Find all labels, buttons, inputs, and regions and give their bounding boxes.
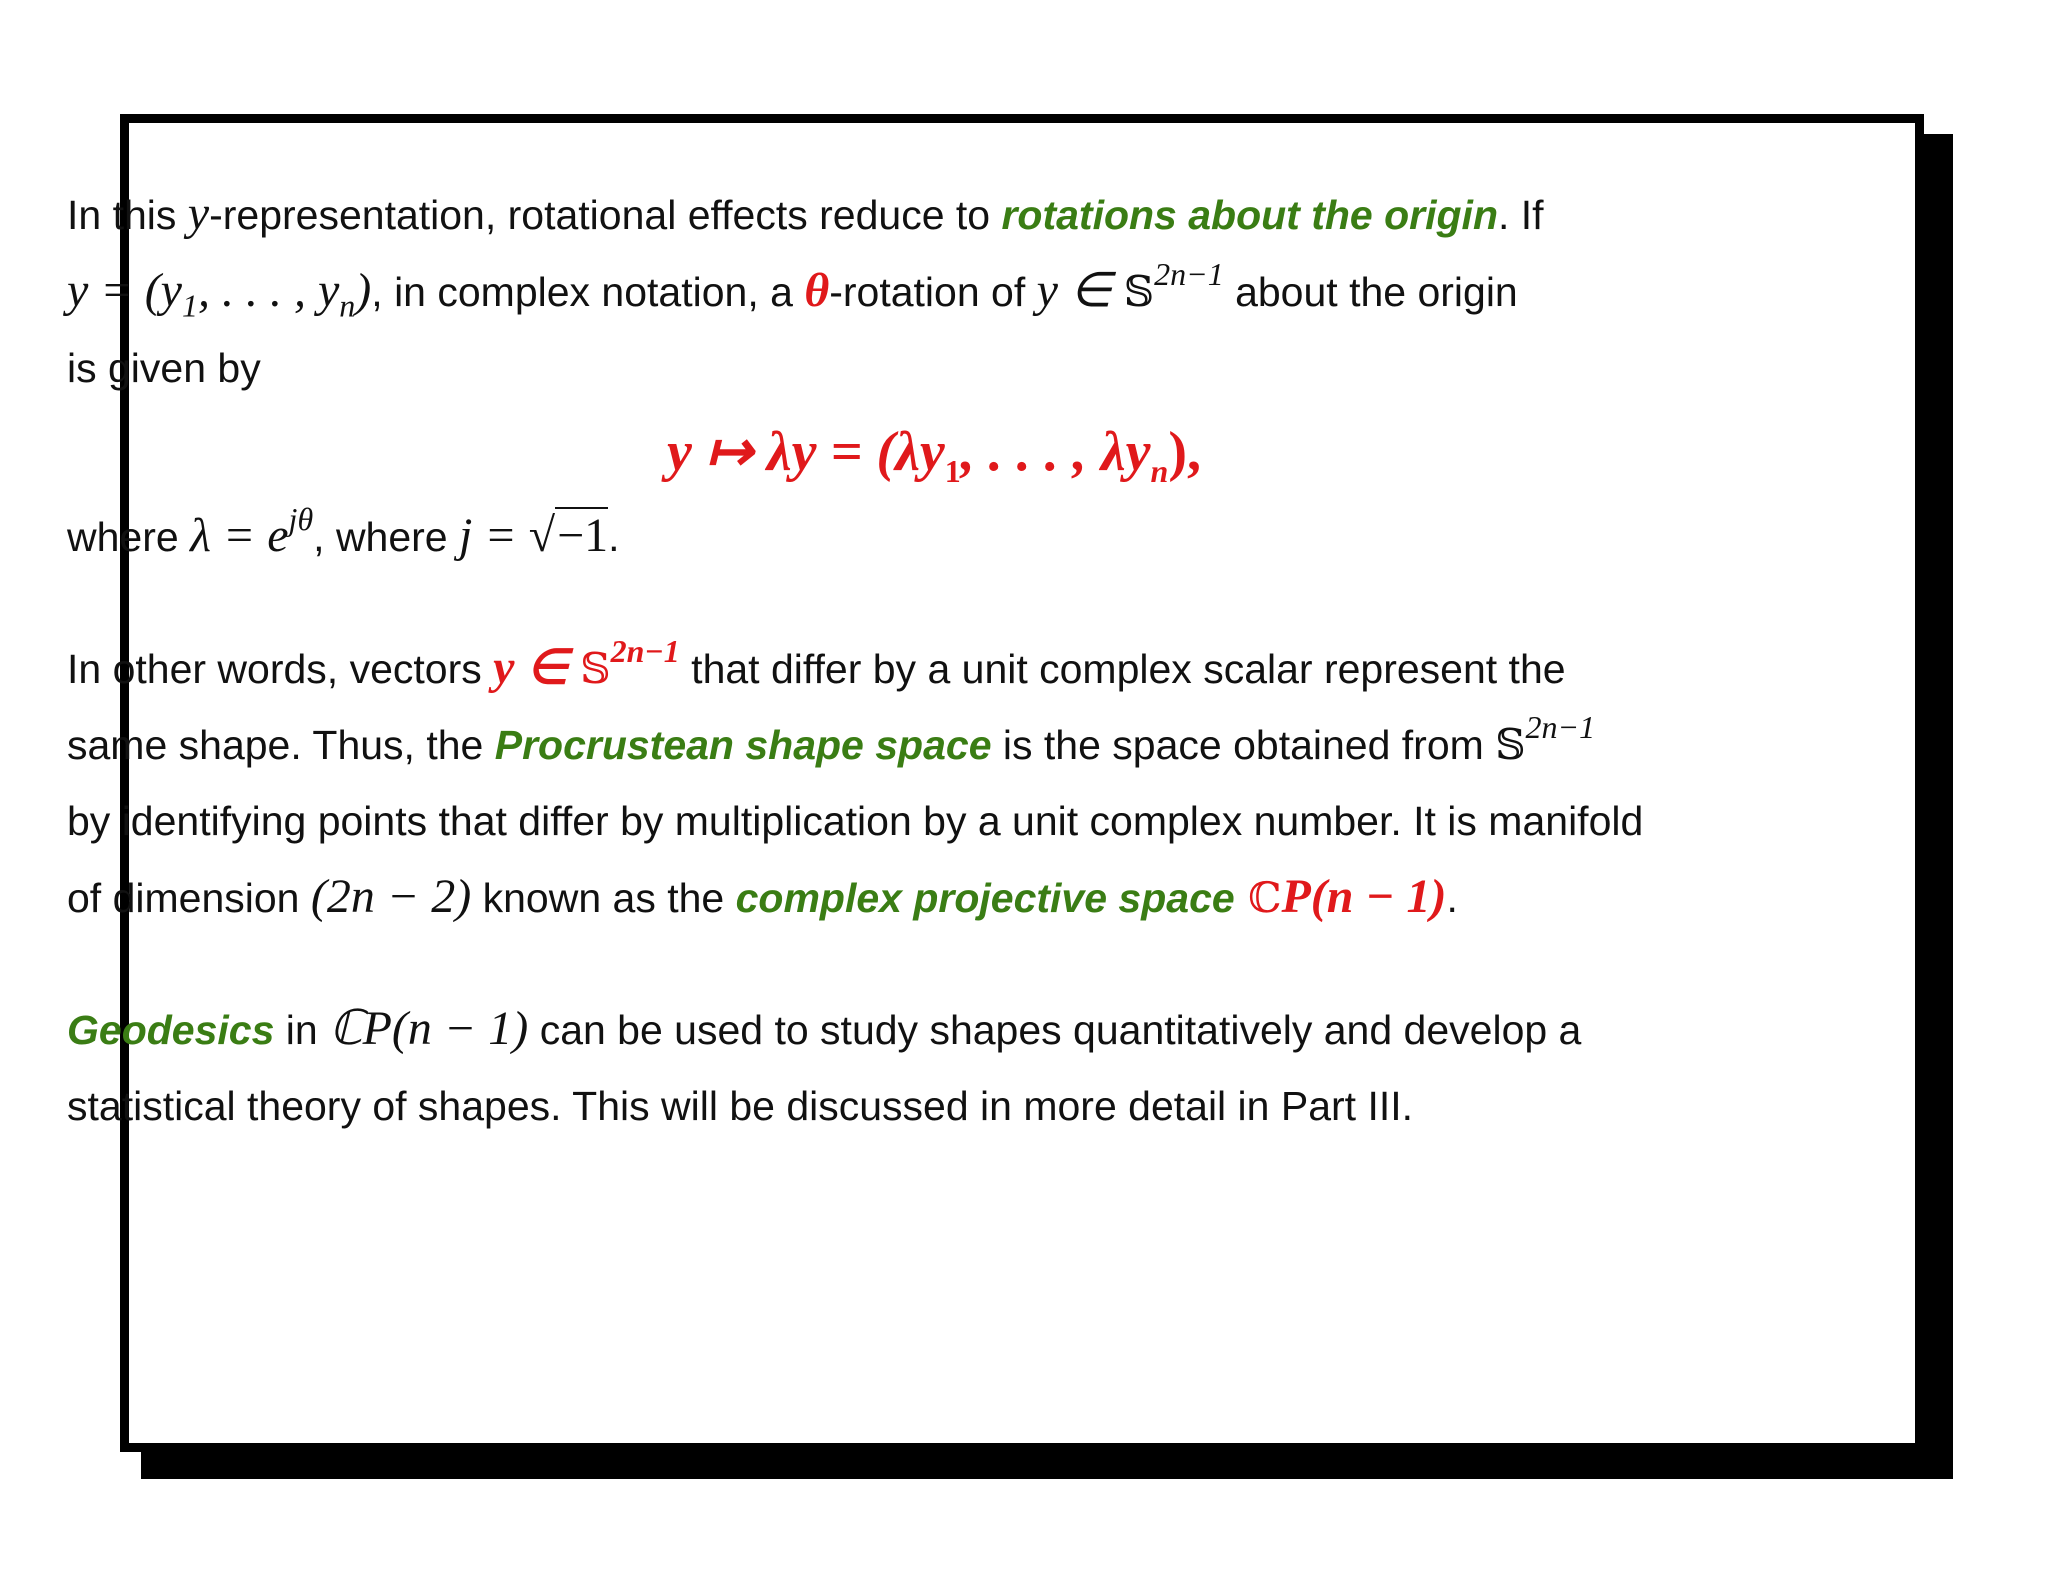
text: . <box>608 514 620 560</box>
text: known as the <box>471 875 736 921</box>
math-exponent: 2n−1 <box>610 633 680 670</box>
math-sub: n <box>1150 453 1169 490</box>
highlight-geodesics: Geodesics <box>67 1007 275 1053</box>
display-equation <box>67 406 1777 498</box>
math-exponent: 2n−1 <box>1154 256 1224 293</box>
paragraph-where <box>67 498 1777 575</box>
math-sub: 1 <box>944 453 961 490</box>
math-exponent: jθ <box>288 501 314 538</box>
text: -rotation of <box>829 269 1037 315</box>
text: about the origin <box>1223 269 1518 315</box>
math-dimension: (2n − 2) <box>310 870 472 923</box>
slide-content <box>67 176 1777 1144</box>
math-y-in: y ∈ <box>493 641 581 694</box>
text: is given by <box>67 345 261 391</box>
text: statistical theory of shapes. This will be discussed in more detail in Part III. <box>67 1083 1414 1129</box>
math-sphere: 𝕊 <box>1495 720 1526 769</box>
highlight-procrustean-shape-space: Procrustean shape space <box>494 722 992 768</box>
text: is the space obtained from <box>991 722 1496 768</box>
math-cp: ℂP(n − 1) <box>329 1002 529 1055</box>
math-text: y ↦ λy = (λy <box>667 421 945 483</box>
math-sphere: 𝕊 <box>1123 267 1155 316</box>
text: of dimension <box>67 875 311 921</box>
math-sub: n <box>339 287 356 324</box>
text: where <box>67 514 191 560</box>
math-sphere: 𝕊 <box>580 644 611 693</box>
spacer <box>67 575 1777 630</box>
math-text: , . . . , λy <box>960 421 1151 483</box>
highlight-complex-projective-space: complex projective space <box>735 875 1235 921</box>
text: -representation, rotational effects reduce to <box>209 192 1002 238</box>
math-exponent: 2n−1 <box>1525 709 1596 746</box>
text: , in complex notation, a <box>371 269 805 315</box>
text: can be used to study shapes quantitatively and develop a <box>528 1007 1582 1053</box>
paragraph-geodesics <box>67 991 1777 1144</box>
text: In this <box>67 192 188 238</box>
math-y: y <box>187 187 210 240</box>
text: In other words, vectors <box>67 646 494 692</box>
math-sub: 1 <box>181 287 198 324</box>
math-complex-c: ℂ <box>1234 873 1282 922</box>
math-theta: θ <box>804 264 830 317</box>
math-text: ) <box>355 264 372 317</box>
math-y-vector <box>67 264 372 324</box>
text: . <box>1446 875 1458 921</box>
math-text: , . . . , y <box>197 264 340 317</box>
math-j: j = <box>459 509 529 562</box>
text: that differ by a unit complex scalar represent the <box>679 646 1566 692</box>
math-lambda: λ = e <box>190 509 289 562</box>
math-y-in: y ∈ <box>1036 264 1124 317</box>
text: same shape. Thus, the <box>67 722 495 768</box>
text: . If <box>1498 192 1544 238</box>
spacer <box>67 936 1777 991</box>
highlight-rotations-about-origin: rotations about the origin <box>1001 192 1498 238</box>
math-text: y = (y <box>67 264 182 317</box>
math-cp: P(n − 1) <box>1281 870 1447 923</box>
paragraph-procrustean <box>67 630 1777 936</box>
math-text: ), <box>1168 421 1201 483</box>
text: by identifying points that differ by multiplication by a unit complex number. It is manifold <box>67 798 1644 844</box>
paragraph-rotation <box>67 176 1777 406</box>
text: , where <box>313 514 459 560</box>
sqrt-icon: √ <box>528 509 556 562</box>
math-sqrt-arg: −1 <box>557 509 609 562</box>
text: in <box>274 1007 330 1053</box>
